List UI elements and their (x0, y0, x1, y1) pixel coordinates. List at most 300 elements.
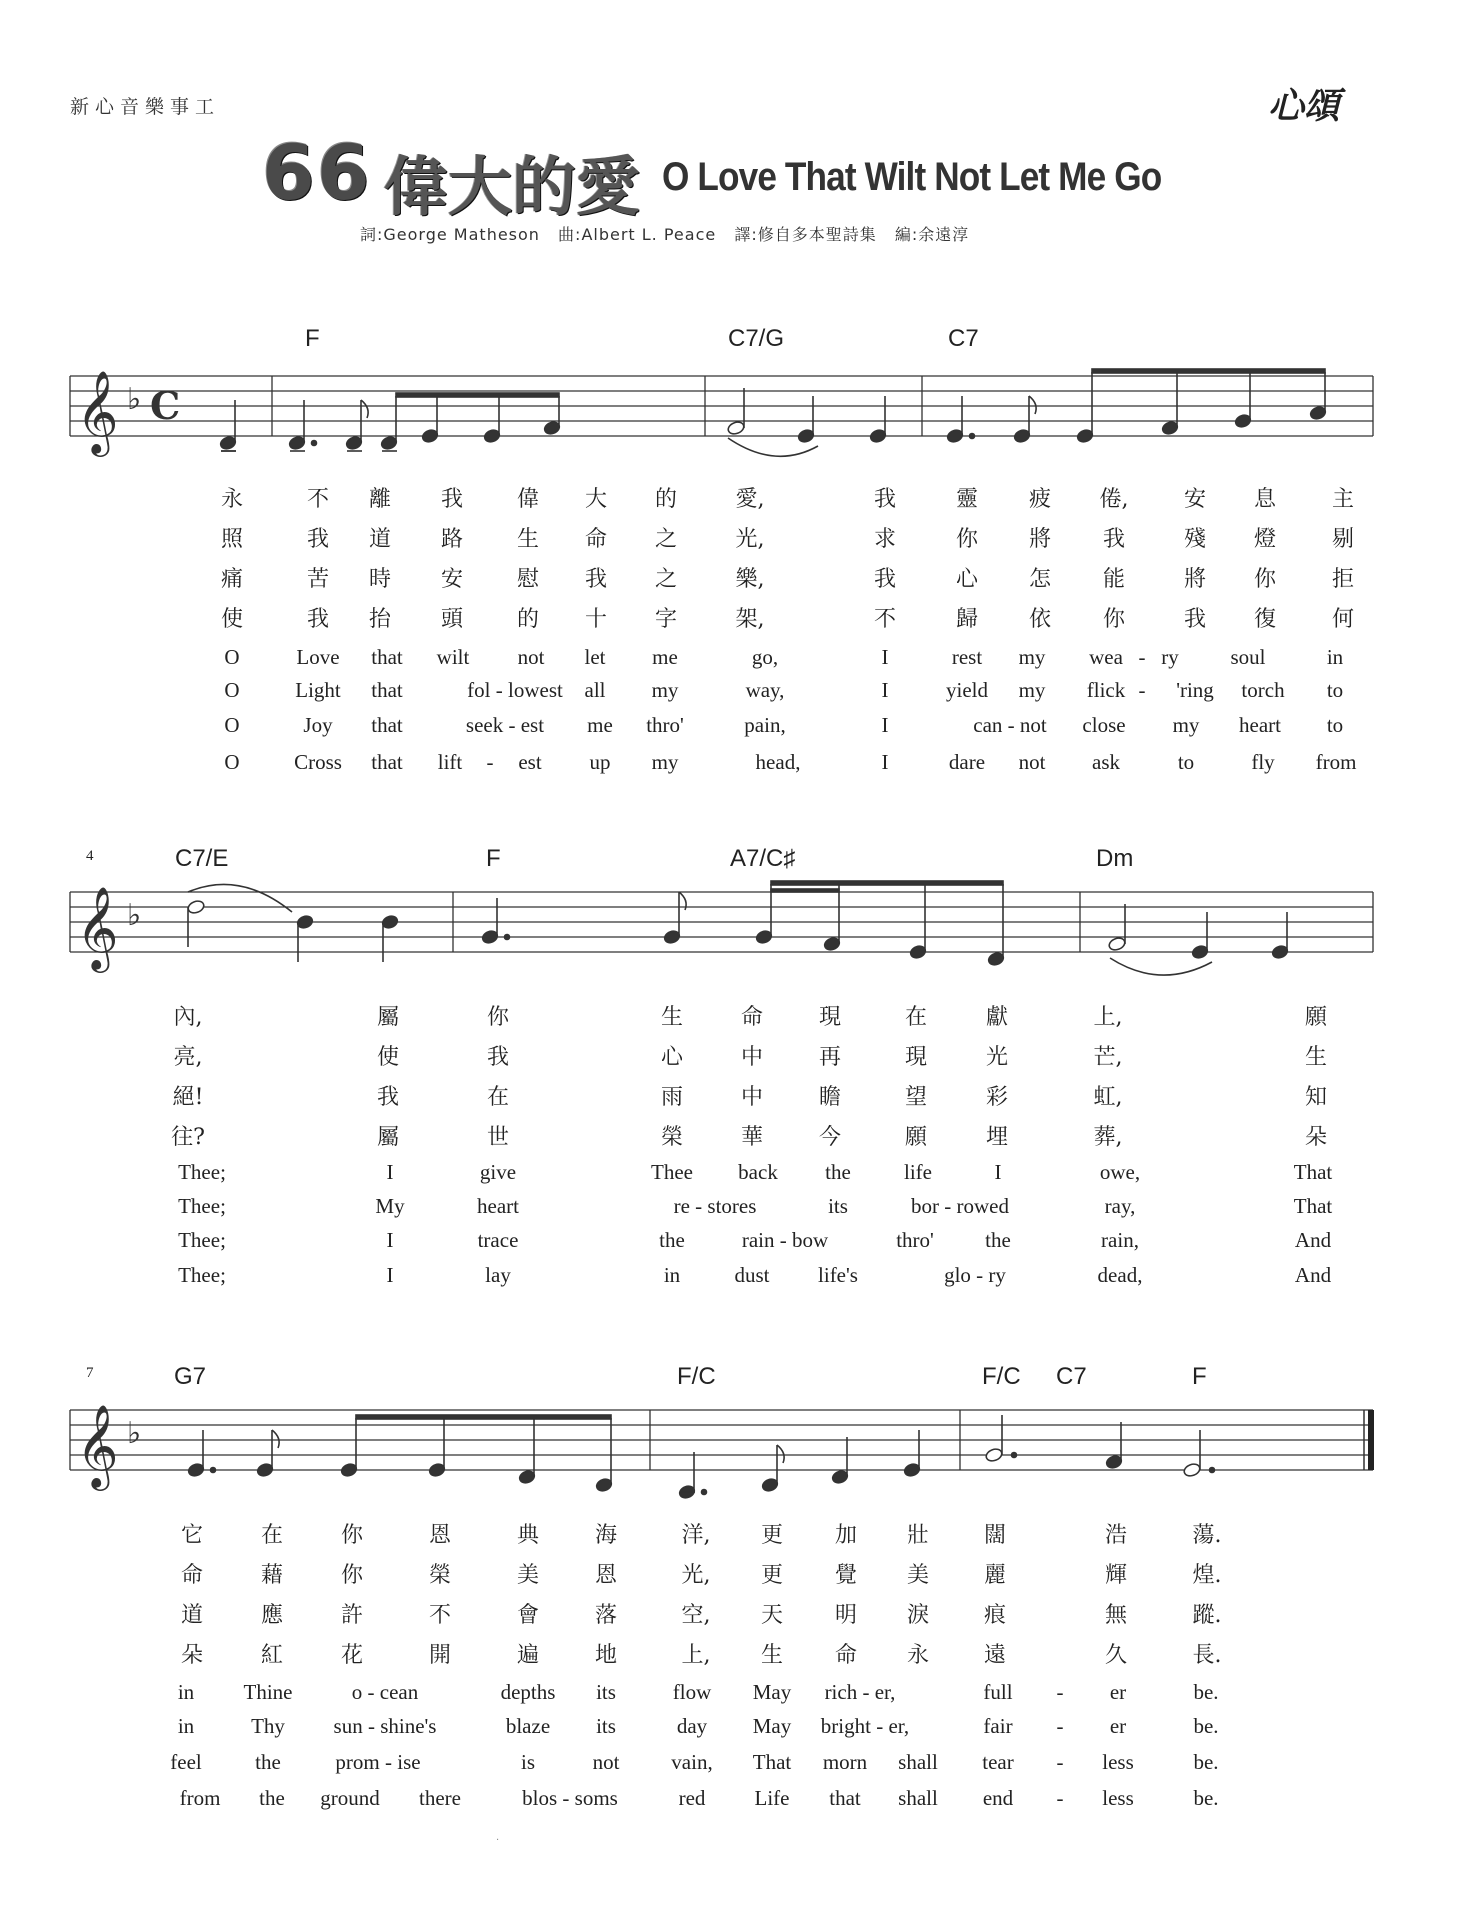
flat-key-signature-icon: ♭ (127, 382, 142, 417)
lyric-syllable-en: My (375, 1194, 405, 1218)
lyric-syllable-zh: 你 (486, 1005, 510, 1030)
lyric-syllable-en: fair (983, 1714, 1013, 1738)
lyric-syllable-en: to (1326, 678, 1344, 702)
lyric-syllable-zh: 遍 (516, 1643, 540, 1668)
lyric-syllable-en: Love (296, 645, 340, 669)
lyric-syllable-en: less (1102, 1786, 1134, 1810)
lyric-syllable-en: is (520, 1750, 536, 1774)
lyric-syllable-zh: 光 (985, 1045, 1009, 1070)
lyric-syllable-en: I (881, 713, 889, 737)
lyric-syllable-zh: 願 (1304, 1005, 1328, 1030)
lyric-syllable-en: all (584, 678, 606, 702)
lyric-syllable-en: Cross (294, 750, 342, 774)
lyric-syllable-en: the (259, 1786, 285, 1810)
lyric-syllable-zh: 之 (654, 527, 678, 552)
lyric-syllable-en: in (1326, 645, 1344, 669)
lyric-syllable-zh: 中 (740, 1085, 764, 1110)
lyric-syllable-en: est (518, 750, 542, 774)
lyric-syllable-zh: 現 (818, 1005, 842, 1030)
lyric-syllable-zh: 遠 (983, 1643, 1007, 1668)
lyric-syllable-en: O (224, 713, 240, 737)
lyric-syllable-en: wea (1089, 645, 1123, 669)
lyric-syllable-zh: 架, (735, 607, 765, 632)
lyric-syllable-zh: 你 (1102, 607, 1126, 632)
lyric-syllable-zh: 的 (654, 487, 678, 512)
lyric-syllable-en: trace (477, 1228, 519, 1252)
lyric-syllable-zh: 花 (340, 1643, 364, 1668)
lyric-syllable-en: heart (1239, 713, 1281, 737)
lyric-syllable-en: 'ring (1176, 678, 1214, 702)
lyric-syllable-en: red (678, 1786, 706, 1810)
lyric-syllable-en: be. (1193, 1714, 1219, 1738)
lyric-syllable-zh: 息 (1253, 487, 1277, 512)
lyric-syllable-en: fly (1251, 750, 1275, 774)
chord-symbol: F/C (677, 1363, 716, 1390)
lyric-syllable-en: in (177, 1714, 195, 1738)
chord-symbol: C7 (1056, 1363, 1087, 1390)
lyric-syllable-zh: 闊 (983, 1523, 1007, 1548)
lyric-syllable-zh: 我 (1102, 527, 1126, 552)
lyric-syllable-en: way, (745, 678, 785, 702)
lyric-syllable-en: - (1056, 1786, 1064, 1810)
lyric-syllable-zh: 之 (654, 567, 678, 592)
lyric-syllable-zh: 瞻 (818, 1085, 842, 1110)
lyric-syllable-zh: 樂, (735, 567, 765, 592)
lyric-syllable-en: full (983, 1680, 1013, 1704)
lyric-syllable-en: Thee; (178, 1160, 226, 1184)
lyric-syllable-zh: 亮, (173, 1045, 203, 1070)
lyric-syllable-en: the (825, 1160, 851, 1184)
lyric-syllable-en: there (419, 1786, 461, 1810)
lyric-syllable-zh: 我 (873, 487, 897, 512)
lyric-syllable-en: ask (1092, 750, 1120, 774)
lyric-syllable-zh: 許 (340, 1603, 364, 1628)
lyric-syllable-zh: 苦 (306, 567, 330, 592)
lyric-syllable-en: shall (898, 1750, 938, 1774)
lyric-syllable-zh: 獻 (985, 1005, 1009, 1030)
lyric-syllable-en: fol - lowest (467, 678, 563, 702)
lyric-syllable-en: heart (477, 1194, 519, 1218)
lyric-syllable-en: go, (751, 645, 779, 669)
chord-symbol: A7/C♯ (730, 845, 796, 872)
lyric-syllable-en: Light (295, 678, 341, 702)
lyric-syllable-en: not (1018, 750, 1046, 774)
chord-symbol: F (305, 325, 320, 352)
credit-music: 曲:Albert L. Peace (558, 225, 717, 244)
lyric-syllable-en: I (386, 1160, 394, 1184)
lyric-syllable-zh: 開 (428, 1643, 452, 1668)
lyric-syllable-en: And (1294, 1263, 1332, 1287)
lyric-syllable-zh: 在 (260, 1523, 284, 1548)
lyric-syllable-en: vain, (671, 1750, 713, 1774)
lyric-syllable-zh: 典 (516, 1523, 540, 1548)
lyric-syllable-zh: 光, (735, 527, 765, 552)
lyric-syllable-en: bor - rowed (911, 1194, 1009, 1218)
lyric-syllable-en: life's (818, 1263, 858, 1287)
lyric-syllable-en: my (1018, 645, 1046, 669)
treble-clef-icon: 𝄞 (76, 369, 119, 453)
lyric-syllable-zh: 使 (376, 1045, 400, 1070)
lyric-syllable-zh: 彩 (985, 1085, 1009, 1110)
lyric-syllable-en: that (371, 750, 403, 774)
lyric-syllable-en: feel (170, 1750, 202, 1774)
lyric-syllable-en: I (881, 678, 889, 702)
lyric-syllable-zh: 照 (220, 527, 244, 552)
common-time-icon: C (150, 383, 181, 428)
lyric-syllable-en: - (1056, 1750, 1064, 1774)
lyric-syllable-en: I (386, 1228, 394, 1252)
lyric-syllable-en: I (881, 750, 889, 774)
lyric-syllable-en: Life (754, 1786, 790, 1810)
lyric-syllable-zh: 慰 (516, 567, 540, 592)
lyric-syllable-en: its (596, 1714, 616, 1738)
lyric-syllable-zh: 知 (1304, 1085, 1328, 1110)
lyric-syllable-en: let (584, 645, 606, 669)
lyric-syllable-en: rain, (1101, 1228, 1139, 1252)
lyric-syllable-en: the (255, 1750, 281, 1774)
lyric-syllable-en: give (479, 1160, 517, 1184)
lyric-syllable-en: I (994, 1160, 1002, 1184)
lyric-syllable-en: shall (898, 1786, 938, 1810)
lyric-syllable-zh: 我 (306, 527, 330, 552)
hymn-number: 66 (262, 128, 372, 217)
lyric-syllable-en: the (659, 1228, 685, 1252)
lyric-syllable-zh: 在 (486, 1085, 510, 1110)
lyric-syllable-zh: 往? (171, 1125, 205, 1150)
lyric-syllable-en: O (224, 645, 240, 669)
lyric-syllable-zh: 天 (760, 1603, 784, 1628)
lyric-syllable-zh: 主 (1331, 487, 1355, 512)
lyric-syllable-en: - (486, 750, 494, 774)
chord-symbol: G7 (174, 1363, 207, 1390)
lyric-syllable-zh: 倦, (1099, 487, 1129, 512)
lyric-syllable-zh: 抬 (368, 607, 392, 632)
lyric-syllable-zh: 生 (660, 1005, 684, 1030)
treble-clef-icon: 𝄞 (76, 1403, 119, 1487)
lyric-syllable-en: my (1172, 713, 1200, 737)
lyric-syllable-en: in (177, 1680, 195, 1704)
lyric-syllable-zh: 路 (440, 527, 464, 552)
lyric-syllable-en: from (179, 1786, 221, 1810)
lyric-syllable-zh: 蹤. (1192, 1603, 1222, 1628)
lyric-syllable-zh: 復 (1253, 607, 1277, 632)
lyric-syllable-zh: 怎 (1028, 567, 1052, 592)
lyric-syllable-en: me (652, 645, 678, 669)
flat-key-signature-icon: ♭ (127, 1416, 142, 1451)
lyric-syllable-zh: 疲 (1028, 487, 1052, 512)
lyric-syllable-zh: 能 (1102, 567, 1126, 592)
lyric-syllable-zh: 我 (1183, 607, 1207, 632)
lyric-syllable-en: Thy (251, 1714, 285, 1738)
lyric-syllable-zh: 芒, (1093, 1045, 1123, 1070)
lyric-syllable-zh: 依 (1028, 607, 1052, 632)
lyric-syllable-en: Thee; (178, 1263, 226, 1287)
lyric-syllable-zh: 永 (220, 487, 244, 512)
lyric-syllable-zh: 地 (594, 1643, 618, 1668)
lyric-syllable-en: from (1315, 750, 1357, 774)
lyric-syllable-zh: 更 (760, 1523, 784, 1548)
lyric-syllable-en: Thine (243, 1680, 293, 1704)
lyric-syllable-zh: 將 (1028, 527, 1052, 552)
lyric-syllable-zh: 生 (1304, 1045, 1328, 1070)
lyric-syllable-en: I (881, 645, 889, 669)
lyric-syllable-zh: 永 (906, 1643, 930, 1668)
lyric-syllable-zh: 靈 (955, 487, 979, 512)
lyric-syllable-en: dust (734, 1263, 770, 1287)
lyric-syllable-zh: 再 (818, 1045, 842, 1070)
lyric-syllable-en: er (1109, 1680, 1127, 1704)
lyric-syllable-zh: 埋 (985, 1125, 1009, 1150)
lyric-syllable-zh: 我 (873, 567, 897, 592)
lyric-syllable-en: its (596, 1680, 616, 1704)
lyric-syllable-en: in (663, 1263, 681, 1287)
lyric-syllable-en: prom - ise (335, 1750, 421, 1774)
lyric-syllable-zh: 時 (368, 567, 392, 592)
lyric-syllable-en: lay (485, 1263, 511, 1287)
lyric-syllable-en: O (224, 678, 240, 702)
lyric-syllable-en: May (752, 1680, 792, 1704)
lyric-syllable-zh: 空, (681, 1603, 711, 1628)
lyric-syllable-en: my (651, 678, 679, 702)
lyric-syllable-zh: 淚 (906, 1603, 930, 1628)
lyric-syllable-en: Thee (651, 1160, 693, 1184)
lyric-syllable-zh: 浩 (1104, 1523, 1128, 1548)
lyric-syllable-en: wilt (436, 645, 470, 669)
lyric-syllable-zh: 心 (955, 567, 979, 592)
lyric-syllable-zh: 道 (180, 1603, 204, 1628)
lyric-syllable-zh: 我 (584, 567, 608, 592)
lyric-syllable-en: sun - shine's (333, 1714, 437, 1738)
lyric-syllable-zh: 字 (654, 607, 678, 632)
lyric-syllable-zh: 求 (873, 527, 897, 552)
lyric-syllable-zh: 洋, (681, 1523, 711, 1548)
lyric-syllable-en: - (1138, 645, 1146, 669)
lyric-syllable-en: end (982, 1786, 1014, 1810)
chord-symbol: F (1192, 1363, 1207, 1390)
lyric-syllable-zh: 更 (760, 1563, 784, 1588)
lyric-syllable-en: flick (1086, 678, 1126, 702)
page-mark: · (496, 1835, 500, 1846)
lyric-syllable-zh: 上, (1093, 1005, 1123, 1030)
lyric-syllable-zh: 蕩. (1192, 1523, 1222, 1548)
lyric-syllable-zh: 久 (1104, 1643, 1128, 1668)
measure-number: 4 (86, 848, 94, 864)
lyric-syllable-en: me (587, 713, 613, 737)
lyric-syllable-zh: 我 (376, 1085, 400, 1110)
lyric-syllable-zh: 落 (594, 1603, 618, 1628)
lyric-syllable-zh: 命 (834, 1643, 858, 1668)
lyric-syllable-zh: 大 (584, 487, 608, 512)
lyric-syllable-zh: 恩 (594, 1563, 618, 1588)
lyric-syllable-zh: 會 (516, 1603, 540, 1628)
lyric-syllable-en: that (371, 678, 403, 702)
chord-symbol: F (486, 845, 501, 872)
lyric-syllable-en: flow (672, 1680, 712, 1704)
lyric-syllable-zh: 離 (368, 487, 392, 512)
lyric-syllable-en: that (829, 1786, 861, 1810)
lyric-syllable-zh: 我 (306, 607, 330, 632)
lyric-syllable-en: glo - ry (944, 1263, 1006, 1287)
lyric-syllable-en: be. (1193, 1786, 1219, 1810)
lyric-syllable-en: soul (1230, 645, 1266, 669)
lyric-syllable-zh: 命 (584, 527, 608, 552)
lyric-syllable-zh: 剔 (1331, 527, 1355, 552)
lyric-syllable-en: I (386, 1263, 394, 1287)
lyric-syllable-zh: 拒 (1331, 567, 1355, 592)
lyric-syllable-en: re - stores (673, 1194, 757, 1218)
lyric-syllable-en: close (1082, 713, 1126, 737)
lyric-syllable-zh: 不 (306, 487, 330, 512)
lyric-syllable-en: yield (946, 678, 988, 702)
lyric-syllable-zh: 安 (440, 567, 464, 592)
lyric-syllable-en: head, (755, 750, 801, 774)
chord-symbol: F/C (982, 1363, 1021, 1390)
lyric-syllable-zh: 現 (904, 1045, 928, 1070)
lyric-syllable-en: That (752, 1750, 792, 1774)
lyric-syllable-zh: 心 (660, 1045, 684, 1070)
chord-symbol: Dm (1096, 845, 1134, 872)
lyric-syllable-en: pain, (744, 713, 786, 737)
lyric-syllable-zh: 虹, (1093, 1085, 1123, 1110)
lyric-syllable-zh: 覺 (834, 1563, 858, 1588)
lyric-syllable-zh: 燈 (1253, 527, 1277, 552)
lyric-syllable-zh: 你 (340, 1523, 364, 1548)
lyric-syllable-zh: 煌. (1192, 1563, 1222, 1588)
lyric-syllable-en: to (1177, 750, 1195, 774)
lyric-syllable-en: ground (320, 1786, 380, 1810)
lyric-syllable-zh: 藉 (260, 1563, 284, 1588)
lyric-syllable-zh: 它 (180, 1523, 204, 1548)
lyric-syllable-en: its (828, 1194, 848, 1218)
lyric-syllable-zh: 安 (1183, 487, 1207, 512)
lyric-syllable-en: Thee; (178, 1194, 226, 1218)
lyric-syllable-zh: 我 (440, 487, 464, 512)
lyric-syllable-zh: 長. (1192, 1643, 1222, 1668)
lyric-syllable-zh: 頭 (440, 607, 464, 632)
lyric-syllable-en: blaze (505, 1714, 551, 1738)
measure-number: 7 (86, 1365, 94, 1381)
lyric-syllable-zh: 光, (681, 1563, 711, 1588)
lyric-syllable-zh: 歸 (955, 607, 979, 632)
lyric-syllable-en: not (592, 1750, 620, 1774)
lyric-syllable-zh: 雨 (660, 1085, 684, 1110)
lyric-syllable-en: my (1018, 678, 1046, 702)
lyric-syllable-en: blos - soms (522, 1786, 618, 1810)
lyric-syllable-zh: 願 (904, 1125, 928, 1150)
lyric-syllable-zh: 壯 (906, 1523, 930, 1548)
lyric-syllable-zh: 上, (681, 1643, 711, 1668)
lyric-syllable-en: torch (1241, 678, 1285, 702)
lyric-syllable-zh: 不 (873, 607, 897, 632)
lyric-syllable-zh: 道 (368, 527, 392, 552)
lyric-syllable-en: that (371, 645, 403, 669)
lyric-syllable-en: rain - bow (741, 1228, 829, 1252)
lyric-syllable-en: be. (1193, 1680, 1219, 1704)
lyric-syllable-zh: 你 (955, 527, 979, 552)
title-english: O Love That Wilt Not Let Me Go (662, 155, 1162, 199)
lyric-syllable-zh: 應 (260, 1603, 284, 1628)
lyric-syllable-en: lift (437, 750, 463, 774)
lyric-syllable-en: - (1056, 1680, 1064, 1704)
lyric-syllable-en: less (1102, 1750, 1134, 1774)
lyric-syllable-zh: 輝 (1104, 1563, 1128, 1588)
lyric-syllable-zh: 生 (760, 1643, 784, 1668)
lyric-syllable-zh: 命 (180, 1563, 204, 1588)
lyric-syllable-en: my (651, 750, 679, 774)
lyric-syllable-en: And (1294, 1228, 1332, 1252)
lyric-syllable-zh: 將 (1183, 567, 1207, 592)
lyric-syllable-zh: 你 (1253, 567, 1277, 592)
lyric-syllable-zh: 葬, (1093, 1125, 1123, 1150)
lyric-syllable-zh: 美 (516, 1563, 540, 1588)
lyric-syllable-zh: 紅 (260, 1643, 284, 1668)
lyric-syllable-en: be. (1193, 1750, 1219, 1774)
lyric-syllable-en: O (224, 750, 240, 774)
lyric-syllable-en: day (676, 1714, 708, 1738)
chord-symbol: C7/E (175, 845, 229, 872)
lyric-syllable-zh: 你 (340, 1563, 364, 1588)
lyric-syllable-en: May (752, 1714, 792, 1738)
lyric-syllable-en: the (985, 1228, 1011, 1252)
lyric-syllable-en: o - cean (351, 1680, 419, 1704)
title-chinese: 偉大的愛 (384, 151, 640, 225)
lyric-syllable-zh: 愛, (735, 487, 765, 512)
lyric-syllable-zh: 麗 (983, 1563, 1007, 1588)
lyric-syllable-en: not (517, 645, 545, 669)
lyric-syllable-zh: 榮 (660, 1125, 684, 1150)
lyric-syllable-zh: 加 (834, 1523, 858, 1548)
lyric-syllable-en: thro' (896, 1228, 934, 1252)
lyric-syllable-zh: 不 (428, 1603, 452, 1628)
lyric-syllable-en: owe, (1099, 1160, 1141, 1184)
chord-symbol: C7 (948, 325, 979, 352)
lyric-syllable-en: dead, (1097, 1263, 1143, 1287)
lyric-syllable-zh: 偉 (516, 487, 540, 512)
lyric-syllable-en: Thee; (178, 1228, 226, 1252)
lyric-syllable-en: back (738, 1160, 778, 1184)
treble-clef-icon: 𝄞 (76, 885, 119, 969)
lyric-syllable-en: rich - er, (824, 1680, 896, 1704)
lyric-syllable-en: Joy (303, 713, 333, 737)
lyric-syllable-en: life (904, 1160, 932, 1184)
lyric-syllable-en: That (1293, 1194, 1333, 1218)
lyric-syllable-en: depths (500, 1680, 556, 1704)
lyric-syllable-zh: 我 (486, 1045, 510, 1070)
lyric-syllable-en: thro' (646, 713, 684, 737)
lyric-syllable-en: up (589, 750, 611, 774)
lyric-syllable-en: - (1056, 1714, 1064, 1738)
lyric-syllable-zh: 海 (594, 1523, 618, 1548)
lyric-syllable-en: bright - er, (820, 1714, 910, 1738)
lyric-syllable-en: dare (948, 750, 986, 774)
lyric-syllable-zh: 榮 (428, 1563, 452, 1588)
lyric-syllable-zh: 中 (740, 1045, 764, 1070)
lyric-syllable-zh: 何 (1331, 607, 1355, 632)
lyric-syllable-zh: 的 (516, 607, 540, 632)
lyric-syllable-zh: 絕! (172, 1085, 204, 1110)
lyric-syllable-en: that (371, 713, 403, 737)
lyric-syllable-zh: 明 (834, 1603, 858, 1628)
publisher-name: 新心音樂事工 (70, 96, 221, 118)
lyric-syllable-en: tear (982, 1750, 1014, 1774)
lyric-syllable-zh: 恩 (428, 1523, 452, 1548)
lyric-syllable-en: seek - est (465, 713, 545, 737)
lyric-syllable-en: rest (951, 645, 983, 669)
lyric-syllable-zh: 今 (818, 1125, 842, 1150)
lyric-syllable-zh: 生 (516, 527, 540, 552)
lyric-syllable-en: - (1138, 678, 1146, 702)
lyric-syllable-zh: 在 (904, 1005, 928, 1030)
